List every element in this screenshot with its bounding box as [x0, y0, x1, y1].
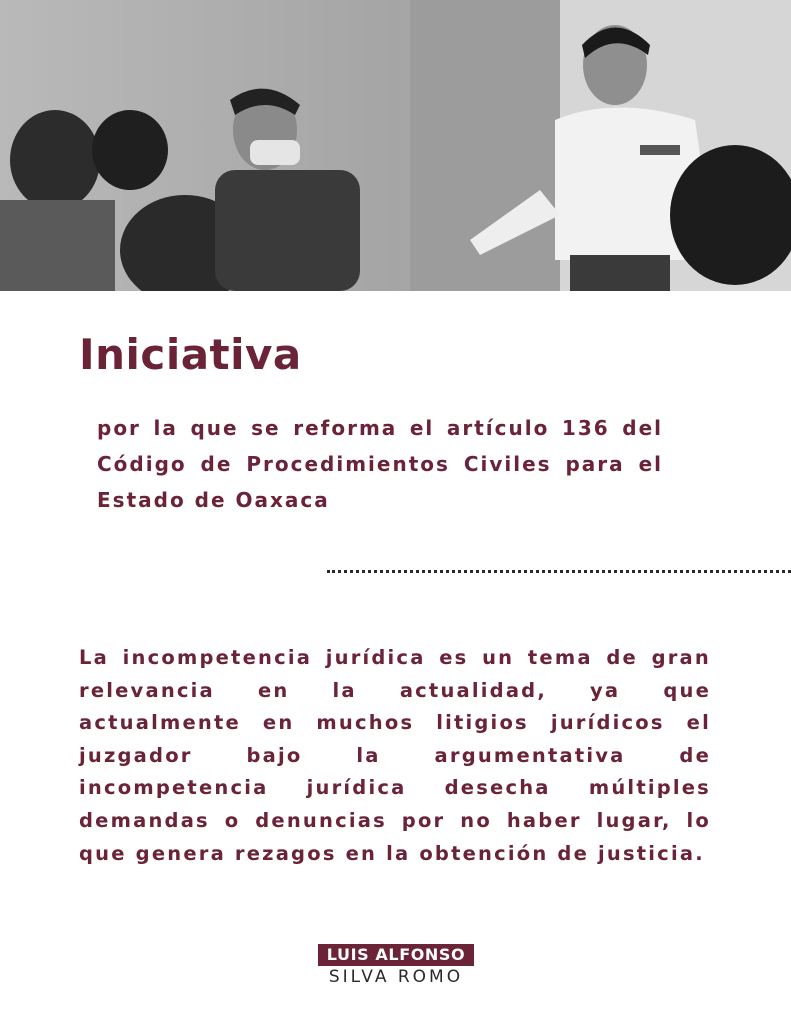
page-title: Iniciativa — [79, 330, 302, 379]
subtitle: por la que se reforma el artículo 136 del Código de Procedimientos Civiles para el Estado de Oaxaca — [97, 416, 663, 512]
dotted-divider — [327, 570, 791, 573]
logo-line-2: SILVA ROMO — [328, 967, 464, 987]
logo-line-1: LUIS ALFONSO — [318, 944, 474, 966]
body-paragraph: La incompetencia jurídica es un tema de gran relevancia en la actualidad, ya que actualmente en muchos litigios jurídicos el juzgador bajo la argumentativa de incompetencia jurídica desecha múltiples demandas o denuncias por no haber lugar, lo que genera rezagos en la obtención de justicia. — [79, 646, 711, 865]
author-logo — [318, 944, 474, 988]
header-photo — [0, 0, 791, 291]
